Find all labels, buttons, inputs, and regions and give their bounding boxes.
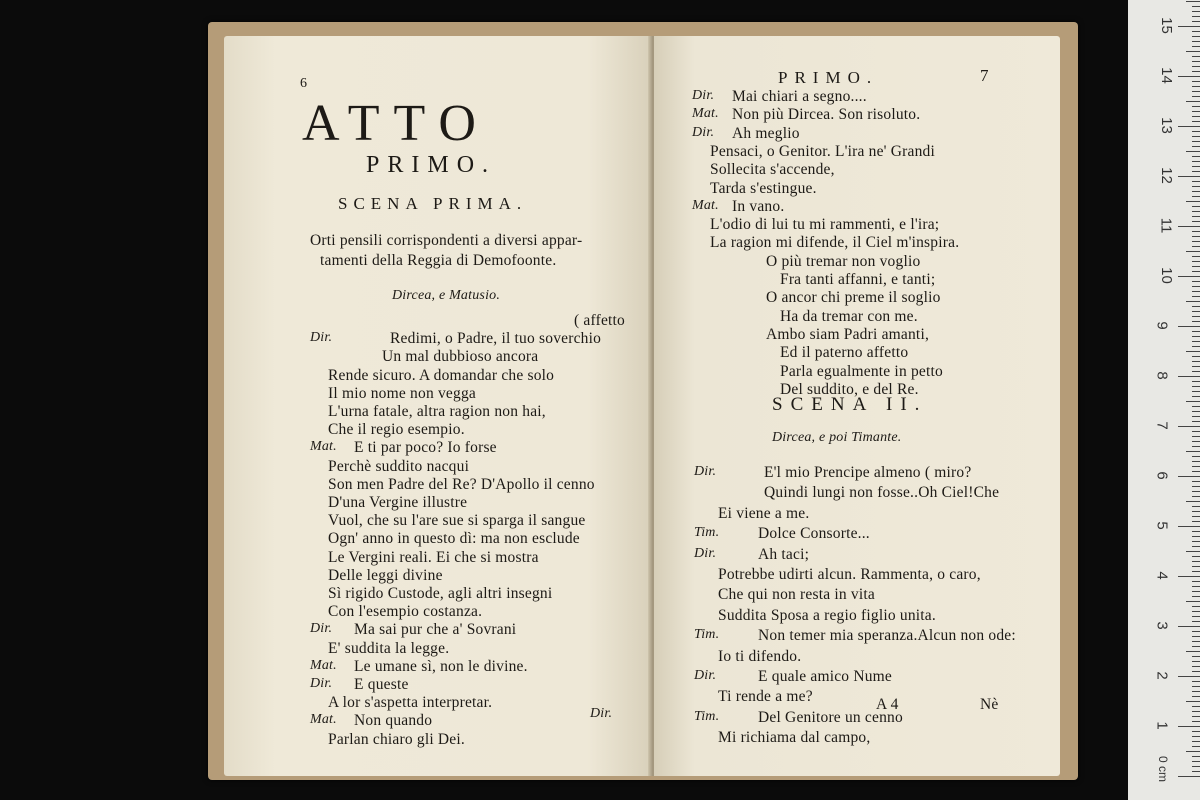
ruler-tick (1192, 196, 1200, 197)
ruler-number: 10 (1157, 267, 1175, 284)
ruler-tick (1192, 561, 1200, 562)
dialogue-line: Ei viene a me. (718, 504, 810, 522)
ruler-tick (1192, 646, 1200, 647)
ruler-tick (1192, 586, 1200, 587)
speaker-label: Mat. (310, 712, 337, 728)
ruler-number: 4 (1153, 571, 1171, 580)
dialogue-line: O ancor chi preme il soglio (766, 289, 941, 307)
ruler-tick (1192, 291, 1200, 292)
ruler-tick (1192, 21, 1200, 22)
ruler-tick (1192, 91, 1200, 92)
ruler-tick (1192, 156, 1200, 157)
ruler-number: 11 (1157, 217, 1175, 234)
ruler-tick (1192, 546, 1200, 547)
ruler-number: 9 (1153, 321, 1171, 330)
ruler-tick (1178, 26, 1200, 27)
dialogue-line: In vano. (732, 197, 785, 215)
ruler-tick (1192, 181, 1200, 182)
ruler-number: 8 (1153, 371, 1171, 380)
speaker-label: Mat. (692, 197, 719, 213)
scene-characters: Dircea, e poi Timante. (772, 430, 902, 445)
ruler-tick (1192, 581, 1200, 582)
ruler-tick (1178, 126, 1200, 127)
speaker-label: Dir. (694, 464, 717, 479)
dialogue-line: Ah taci; (758, 545, 810, 563)
ruler-number: 1 (1153, 721, 1171, 730)
ruler-tick (1192, 421, 1200, 422)
ruler-tick (1192, 736, 1200, 737)
dialogue-line: Non quando (354, 712, 433, 730)
speaker-label: Dir. (692, 124, 715, 140)
dialogue-line: Pensaci, o Genitor. L'ira ne' Grandi (710, 142, 935, 160)
ruler-tick (1192, 56, 1200, 57)
ruler-tick (1192, 66, 1200, 67)
ruler-tick (1192, 131, 1200, 132)
setting-line-2: tamenti della Reggia di Demofoonte. (320, 252, 557, 269)
ruler-tick (1192, 766, 1200, 767)
dialogue-line: Non temer mia speranza.Alcun non ode: (758, 627, 1016, 645)
ruler-tick (1192, 696, 1200, 697)
ruler-tick (1178, 526, 1200, 527)
ruler-tick (1192, 316, 1200, 317)
ruler-tick (1192, 436, 1200, 437)
ruler-tick (1192, 261, 1200, 262)
speaker-label: Mat. (310, 657, 337, 673)
ruler-tick (1186, 1, 1200, 2)
ruler-tick (1192, 256, 1200, 257)
ruler-tick (1192, 186, 1200, 187)
dialogue-line: Redimi, o Padre, il tuo soverchio (390, 330, 602, 348)
ruler-number: 2 (1153, 671, 1171, 680)
ruler-tick (1192, 111, 1200, 112)
ruler-tick (1192, 336, 1200, 337)
ruler-tick (1192, 191, 1200, 192)
dialogue-line: Delle leggi divine (328, 566, 443, 584)
running-head: PRIMO. (778, 68, 879, 87)
ruler-tick (1192, 631, 1200, 632)
ruler-tick (1186, 201, 1200, 202)
ruler-tick (1192, 441, 1200, 442)
ruler-unit-label: 0 cm (1156, 755, 1171, 783)
ruler-tick (1192, 446, 1200, 447)
speaker-label: Dir. (310, 676, 333, 691)
ruler-tick (1192, 236, 1200, 237)
ruler-tick (1178, 376, 1200, 377)
ruler-tick (1192, 611, 1200, 612)
speaker-label: Mat. (692, 106, 719, 122)
dialogue-line: La ragion mi difende, il Ciel m'inspira. (710, 234, 960, 252)
ruler-tick (1192, 6, 1200, 7)
ruler-tick (1192, 141, 1200, 142)
dialogue-line: Suddita Sposa a regio figlio unita. (718, 606, 936, 624)
ruler-tick (1192, 681, 1200, 682)
ruler-tick (1178, 676, 1200, 677)
ruler-tick (1192, 346, 1200, 347)
dialogue-line: O più tremar non voglio (766, 252, 921, 270)
dialogue-line: Ti rende a me? (718, 688, 813, 706)
catchword: Nè (980, 696, 999, 713)
ruler-tick (1192, 691, 1200, 692)
ruler-tick (1192, 541, 1200, 542)
ruler-tick (1192, 391, 1200, 392)
act-title: ATTO (302, 95, 490, 152)
ruler-tick (1192, 36, 1200, 37)
ruler-tick (1192, 136, 1200, 137)
speaker-label: Tim. (694, 627, 720, 643)
dialogue-line: Fra tanti affanni, e tanti; (780, 271, 936, 288)
ruler-tick (1186, 501, 1200, 502)
ruler-tick (1178, 776, 1200, 777)
speaker-label: Dir. (694, 668, 717, 683)
ruler-tick (1192, 146, 1200, 147)
ruler-tick (1192, 266, 1200, 267)
ruler-tick (1192, 666, 1200, 667)
ruler-tick (1186, 101, 1200, 102)
ruler-tick (1192, 471, 1200, 472)
ruler-tick (1192, 686, 1200, 687)
ruler-number: 5 (1153, 521, 1171, 530)
ruler-tick (1192, 771, 1200, 772)
dialogue-line: L'odio di lui tu mi rammenti, e l'ira; (710, 216, 940, 234)
dialogue-line: Ma sai pur che a' Sovrani (354, 621, 517, 639)
ruler-tick (1192, 206, 1200, 207)
ruler-tick (1192, 11, 1200, 12)
dialogue-line: Le umane sì, non le divine. (354, 657, 528, 675)
ruler-tick (1192, 661, 1200, 662)
ruler-tick (1192, 616, 1200, 617)
ruler-tick (1192, 231, 1200, 232)
dialogue-line: Ha da tremar con me. (780, 307, 918, 325)
ruler-tick (1186, 651, 1200, 652)
ruler-tick (1192, 716, 1200, 717)
ruler-tick (1192, 41, 1200, 42)
dialogue-line: Che il regio esempio. (328, 421, 465, 439)
ruler-tick (1186, 351, 1200, 352)
dialogue-line: E ti par poco? Io forse (354, 439, 497, 457)
ruler-tick (1178, 176, 1200, 177)
dialogue-line: Ah meglio (732, 124, 800, 142)
ruler-tick (1192, 466, 1200, 467)
ruler-tick (1192, 636, 1200, 637)
dialogue-line: Perchè suddito nacqui (328, 457, 470, 475)
ruler-tick (1192, 311, 1200, 312)
ruler-tick (1178, 576, 1200, 577)
ruler-tick (1192, 756, 1200, 757)
ruler-tick (1192, 286, 1200, 287)
scene-title: SCENA II. (772, 394, 928, 415)
ruler-tick (1192, 81, 1200, 82)
dialogue-line: E queste (354, 676, 409, 693)
ruler-tick (1192, 46, 1200, 47)
ruler-tick (1192, 556, 1200, 557)
ruler-tick (1192, 396, 1200, 397)
speaker-label: Mat. (310, 439, 337, 455)
ruler-tick (1192, 731, 1200, 732)
ruler-tick (1192, 491, 1200, 492)
speaker-label: Dir. (310, 621, 333, 637)
ruler-number: 7 (1153, 421, 1171, 430)
dialogue-line: Son men Padre del Re? D'Apollo il cenno (328, 475, 595, 493)
ruler-tick (1192, 596, 1200, 597)
ruler-tick (1192, 591, 1200, 592)
catchword: Dir. (590, 706, 613, 721)
ruler-tick (1186, 401, 1200, 402)
ruler-tick (1192, 371, 1200, 372)
dialogue-line: Mai chiari a segno.... (732, 88, 867, 105)
ruler-tick (1186, 751, 1200, 752)
dialogue-line: Potrebbe udirti alcun. Rammenta, o caro, (718, 566, 981, 583)
ruler-tick (1192, 166, 1200, 167)
ruler-tick (1192, 381, 1200, 382)
dialogue-line: Con l'esempio costanza. (328, 603, 483, 621)
ruler-tick (1192, 296, 1200, 297)
ruler-tick (1192, 711, 1200, 712)
ruler-tick (1192, 656, 1200, 657)
ruler-number: 12 (1157, 167, 1175, 184)
ruler-tick (1192, 116, 1200, 117)
dialogue-line: Quindi lungi non fosse..Oh Ciel!Che (764, 484, 1000, 502)
ruler-tick (1192, 566, 1200, 567)
ruler-tick (1192, 171, 1200, 172)
ruler-tick (1192, 321, 1200, 322)
page-number: 7 (980, 66, 989, 85)
dialogue-line: E quale amico Nume (758, 668, 893, 685)
dialogue-line: D'una Vergine illustre (328, 494, 468, 511)
left-page (224, 36, 652, 776)
ruler-tick (1192, 621, 1200, 622)
right-page (654, 36, 1060, 776)
dialogue-line: L'urna fatale, altra ragion non hai, (328, 403, 546, 420)
ruler-tick (1178, 276, 1200, 277)
dialogue-line: Parla egualmente in petto (780, 362, 943, 380)
ruler-tick (1186, 551, 1200, 552)
ruler-tick (1192, 511, 1200, 512)
act-number: PRIMO. (366, 152, 497, 178)
ruler-tick (1192, 516, 1200, 517)
speaker-label: Tim. (694, 525, 720, 541)
setting-line-1: Orti pensili corrispondenti a diversi appar- (310, 232, 583, 249)
ruler-tick (1178, 726, 1200, 727)
ruler-number: 3 (1153, 621, 1171, 630)
scene-characters: Dircea, e Matusio. (392, 288, 501, 303)
ruler-tick (1192, 161, 1200, 162)
ruler-tick (1178, 226, 1200, 227)
signature-mark: A 4 (876, 696, 899, 713)
ruler-tick (1192, 386, 1200, 387)
ruler-tick (1192, 506, 1200, 507)
dialogue-line: Ambo siam Padri amanti, (766, 325, 930, 343)
ruler-tick (1192, 606, 1200, 607)
ruler-tick (1178, 76, 1200, 77)
speaker-label: Dir. (692, 88, 715, 103)
ruler-tick (1178, 626, 1200, 627)
measuring-ruler (1128, 0, 1200, 800)
scene-title: SCENA PRIMA. (338, 194, 528, 213)
dialogue-line: Il mio nome non vegga (328, 384, 476, 402)
ruler-tick (1192, 721, 1200, 722)
ruler-tick (1192, 246, 1200, 247)
ruler-tick (1192, 411, 1200, 412)
ruler-tick (1186, 51, 1200, 52)
ruler-tick (1192, 96, 1200, 97)
ruler-tick (1186, 151, 1200, 152)
ruler-tick (1192, 641, 1200, 642)
ruler-tick (1192, 461, 1200, 462)
dialogue-line: Parlan chiaro gli Dei. (328, 730, 465, 748)
ruler-tick (1192, 706, 1200, 707)
ruler-number: 6 (1153, 471, 1171, 480)
ruler-tick (1192, 361, 1200, 362)
ruler-tick (1178, 326, 1200, 327)
ruler-number: 13 (1157, 117, 1175, 134)
dialogue-line: Dolce Consorte... (758, 525, 870, 543)
ruler-tick (1186, 301, 1200, 302)
dialogue-line: Che qui non resta in vita (718, 586, 875, 604)
ruler-tick (1192, 456, 1200, 457)
ruler-tick (1192, 216, 1200, 217)
ruler-tick (1192, 416, 1200, 417)
dialogue-line: A lor s'aspetta interpretar. (328, 694, 493, 712)
ruler-tick (1192, 356, 1200, 357)
ruler-tick (1192, 746, 1200, 747)
dialogue-line: Ogn' anno in questo dì: ma non esclude (328, 530, 580, 548)
dialogue-line: Io ti difendo. (718, 647, 802, 665)
ruler-tick (1186, 701, 1200, 702)
ruler-tick (1192, 521, 1200, 522)
dialogue-line: Le Vergini reali. Ei che si mostra (328, 548, 539, 566)
ruler-tick (1192, 71, 1200, 72)
ruler-number: 15 (1157, 17, 1175, 34)
speaker-label: Dir. (310, 330, 333, 346)
ruler-number: 14 (1157, 67, 1175, 84)
ruler-tick (1192, 331, 1200, 332)
dialogue-line: Tarda s'estingue. (710, 179, 817, 197)
ruler-tick (1178, 476, 1200, 477)
ruler-tick (1192, 241, 1200, 242)
ruler-tick (1192, 16, 1200, 17)
dialogue-line: Ed il paterno affetto (780, 344, 909, 362)
ruler-tick (1192, 481, 1200, 482)
ruler-tick (1192, 431, 1200, 432)
ruler-tick (1192, 536, 1200, 537)
dialogue-line: Non più Dircea. Son risoluto. (732, 106, 921, 124)
dialogue-line: Sollecita s'accende, (710, 161, 835, 179)
ruler-tick (1192, 306, 1200, 307)
dialogue-line: Sì rigido Custode, agli altri insegni (328, 585, 553, 602)
ruler-tick (1192, 121, 1200, 122)
ruler-tick (1192, 86, 1200, 87)
ruler-tick (1192, 531, 1200, 532)
speaker-label: Tim. (694, 708, 720, 724)
ruler-tick (1186, 601, 1200, 602)
ruler-tick (1192, 341, 1200, 342)
ruler-tick (1192, 761, 1200, 762)
dialogue-line: Del Genitore un cenno (758, 708, 903, 726)
dialogue-line: E'l mio Prencipe almeno ( miro? (764, 464, 972, 481)
ruler-tick (1186, 451, 1200, 452)
ruler-tick (1192, 211, 1200, 212)
ruler-tick (1192, 281, 1200, 282)
dialogue-line: E' suddita la legge. (328, 639, 450, 657)
page-number: 6 (300, 76, 308, 91)
ruler-tick (1192, 486, 1200, 487)
ruler-tick (1192, 406, 1200, 407)
dialogue-line: Un mal dubbioso ancora (382, 348, 539, 366)
ruler-tick (1192, 741, 1200, 742)
ruler-tick (1178, 426, 1200, 427)
dialogue-line: ( affetto (574, 312, 626, 329)
dialogue-line: Del suddito, e del Re. (780, 380, 919, 398)
ruler-tick (1192, 31, 1200, 32)
ruler-tick (1192, 366, 1200, 367)
ruler-tick (1192, 106, 1200, 107)
speaker-label: Dir. (694, 545, 717, 561)
ruler-tick (1192, 271, 1200, 272)
dialogue-line: Rende sicuro. A domandar che solo (328, 366, 555, 384)
ruler-tick (1192, 496, 1200, 497)
ruler-tick (1192, 571, 1200, 572)
ruler-tick (1192, 61, 1200, 62)
ruler-tick (1186, 251, 1200, 252)
dialogue-line: Mi richiama dal campo, (718, 729, 871, 747)
dialogue-line: Vuol, che su l'are sue si sparga il sangue (328, 512, 586, 530)
ruler-tick (1192, 671, 1200, 672)
ruler-tick (1192, 221, 1200, 222)
